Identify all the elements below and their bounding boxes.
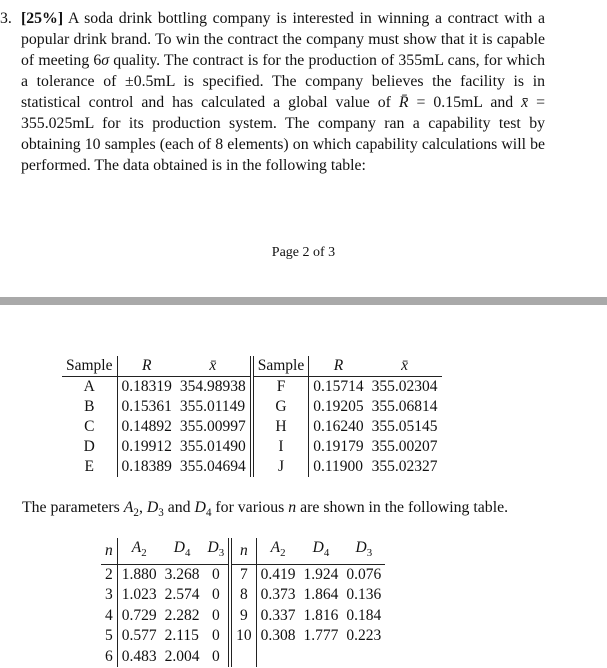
- range-value: 0.15714: [313, 378, 364, 395]
- d4-value: 1.777: [303, 627, 339, 645]
- d4-value: 3.268: [164, 565, 200, 583]
- problem-statement: [0, 8, 545, 176]
- header-d3-right: $D_3$: [342, 538, 385, 564]
- n-value: 5: [101, 626, 117, 647]
- n-value: 7: [230, 564, 256, 585]
- d4-value: 1.816: [303, 606, 339, 624]
- range-value: 0.19205: [313, 398, 364, 415]
- params-intro: The parameters $A_2$, $D_3$ and $D_4$ for various n are shown in the following table.: [22, 499, 509, 520]
- d4-value: 1.924: [303, 565, 339, 583]
- page-footer: Page 2 of 3: [271, 245, 336, 260]
- header-sample-left: Sample: [62, 356, 117, 377]
- sample-label: A: [62, 377, 117, 398]
- page-separator: [0, 297, 607, 305]
- d3-value: 0.184: [346, 606, 382, 624]
- samples-row: [62, 417, 442, 437]
- a2-value: 0.483: [121, 647, 157, 665]
- params-row: [101, 606, 385, 627]
- mean-value: 355.02304: [371, 378, 438, 395]
- a2-value: 1.880: [121, 565, 157, 583]
- d3-value: [342, 647, 385, 668]
- mean-value: 355.01490: [176, 437, 252, 457]
- header-d3-left: $D_3$: [204, 538, 231, 564]
- range-value: 0.14892: [121, 418, 172, 435]
- samples-body: [62, 377, 442, 478]
- d3-value: 0.076: [346, 565, 382, 583]
- header-d4-right: $D_4$: [300, 538, 343, 564]
- mean-value: 355.00207: [371, 438, 438, 455]
- header-n-right: n: [230, 538, 256, 564]
- d4-value: 2.004: [164, 647, 200, 665]
- sample-label: D: [62, 437, 117, 457]
- d4-value: 2.574: [164, 586, 200, 604]
- sample-label: F: [252, 377, 309, 398]
- samples-table: [62, 356, 442, 477]
- d4-value: [300, 647, 343, 668]
- a2-value: 0.577: [121, 627, 157, 645]
- mean-value: 355.00997: [176, 417, 252, 437]
- mean-value: 355.05145: [371, 418, 438, 435]
- samples-row: [62, 457, 442, 477]
- header-x-left: x̄: [176, 356, 252, 377]
- sample-label: B: [62, 397, 117, 417]
- header-r-left: R: [117, 356, 176, 377]
- n-value: 6: [101, 647, 117, 668]
- header-n-left: n: [101, 538, 117, 564]
- header-a2-right: $A_2$: [256, 538, 299, 564]
- header-a2-left: $A_2$: [117, 538, 160, 564]
- range-value: 0.18389: [121, 458, 172, 475]
- n-value: 4: [101, 606, 117, 627]
- n-value: [230, 647, 256, 668]
- range-value: 0.15361: [121, 398, 172, 415]
- a2-value: [256, 647, 299, 668]
- a2-value: 0.337: [260, 606, 296, 624]
- mean-value: 355.01149: [176, 397, 252, 417]
- a2-value: 1.023: [121, 586, 157, 604]
- problem-number: 3.: [0, 10, 12, 27]
- params-body: [101, 564, 385, 667]
- samples-header-row: [62, 356, 442, 377]
- a2-value: 0.308: [260, 627, 296, 645]
- d4-value: 1.864: [303, 586, 339, 604]
- n-value: 9: [230, 606, 256, 627]
- header-x-right: x̄: [368, 356, 442, 377]
- d3-value: 0: [204, 626, 231, 647]
- sample-label: I: [252, 437, 309, 457]
- sample-label: C: [62, 417, 117, 437]
- range-value: 0.16240: [313, 418, 364, 435]
- params-table: [101, 538, 385, 667]
- n-value: 10: [230, 626, 256, 647]
- params-row: [101, 626, 385, 647]
- d3-value: 0.136: [346, 586, 382, 604]
- range-value: 0.19179: [313, 438, 364, 455]
- a2-value: 0.373: [260, 586, 296, 604]
- a2-value: 0.419: [260, 565, 296, 583]
- mean-value: 355.04694: [176, 457, 252, 477]
- d4-value: 2.115: [164, 627, 199, 645]
- params-row: [101, 585, 385, 606]
- sample-label: J: [252, 457, 309, 477]
- header-d4-left: $D_4$: [161, 538, 204, 564]
- d3-value: 0: [204, 647, 231, 668]
- range-value: 0.19912: [121, 438, 172, 455]
- d3-value: 0: [204, 585, 231, 606]
- d3-value: 0: [204, 606, 231, 627]
- a2-value: 0.729: [121, 606, 157, 624]
- problem-weight: [25%]: [21, 10, 64, 27]
- samples-row: [62, 437, 442, 457]
- samples-row: [62, 377, 442, 398]
- d4-value: 2.282: [164, 606, 200, 624]
- range-value: 0.18319: [121, 378, 172, 395]
- problem-body: [21, 8, 545, 176]
- sample-label: G: [252, 397, 309, 417]
- d3-value: 0: [204, 564, 231, 585]
- sample-label: H: [252, 417, 309, 437]
- header-sample-right: Sample: [252, 356, 309, 377]
- header-r-right: R: [309, 356, 368, 377]
- params-header-row: [101, 538, 385, 564]
- params-row: [101, 647, 385, 668]
- sample-label: E: [62, 457, 117, 477]
- samples-row: [62, 397, 442, 417]
- mean-value: 355.06814: [371, 398, 438, 415]
- mean-value: 354.98938: [176, 377, 252, 398]
- range-value: 0.11900: [313, 458, 364, 475]
- d3-value: 0.223: [346, 627, 382, 645]
- mean-value: 355.02327: [371, 458, 438, 475]
- n-value: 8: [230, 585, 256, 606]
- n-value: 3: [101, 585, 117, 606]
- n-value: 2: [101, 564, 117, 585]
- problem-text: A soda drink bottling company is interested in winning a contract with a popular drink brand. To win the contract the company must show that it is capable of meeting 6σ quality. The contract is for the production of 355mL cans, for which a tolerance of ±0.5mL is specified. The company believes the facility is in statistical control and has calculated a global value of R̄ = 0.15mL and x̄ = 355.025mL for its production system. The company ran a capability test by obtaining 10 samples (each of 8 elements) on which capability calculations will be performed. The data obtained is in the following table:: [21, 10, 546, 174]
- params-row: [101, 564, 385, 585]
